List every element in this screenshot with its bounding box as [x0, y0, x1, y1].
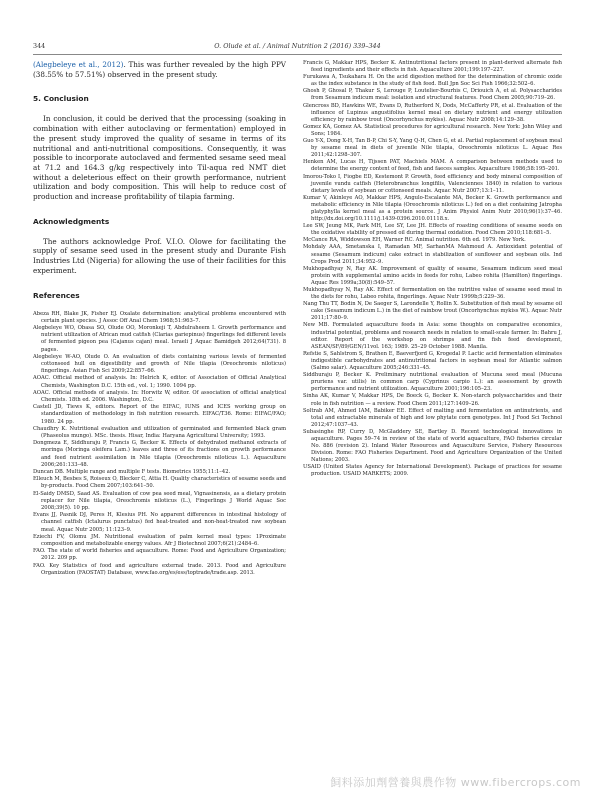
acknowledgments-heading: Acknowledgments	[33, 216, 110, 226]
references-list-right	[303, 60, 562, 479]
reference-item: USAID (United States Agency for International Development). Package of practices for sesame production. USAID MARKETS; 2009.	[303, 464, 562, 478]
reference-item: Alegbeleye W-AO, Olude O. An evaluation of diets containing various levels of fermented cottonseed hull on digestibility and growth of Nile tilapia (Oreochromis niloticus) fingerlings. Asian Fish Sci 2009;22:857–66.	[33, 353, 286, 375]
reference-item: Alegbeleye WO, Obasa SO, Olude OO, Moronkeji T, Abdulraheem I. Growth performance and nutrient utilization of African mud catfish (Clarias gariepinus) fingerlings fed different levels of fermented pigeon pea (Cajanus cajan) meal. Israeli J Aquac Bamidgeh 2012;64(731). 8 pages.	[33, 324, 286, 353]
reference-item: McCance RA, Widdowson EH, Warner RC. Animal nutrition. 6th ed. 1979. New York.	[303, 237, 526, 244]
reference-item: Henken AM, Lucas H, Tijssen PAT, Machiels MAM. A comparison between methods used to determine the energy content of feed, fish and faeces samples. Aquaculture 1986;58:195–201.	[303, 159, 562, 173]
reference-item: Guo Y-X, Dong X-H, Tan B-P, Chi S-Y, Yang Q-H, Chen G, et al. Partial replacement of soybean meal by sesame meal in diets of juvenile Nile tilapia, Oreochromis niloticus L. Aquac Res 2011;42:1298–307.	[303, 138, 562, 159]
running-head: O. Olude et al. / Animal Nutrition 2 (2016) 339–344	[214, 42, 381, 50]
reference-item: Eziechi FV, Olomu JM. Nutritional evaluation of palm kernel meal types: 1Proximate composition and metabolizable energy values. Afr J Biotechnol 2007;6(21):2484–6.	[33, 533, 286, 548]
reference-item: Abeza RH, Blake JK, Fisher EJ. Oxalate determination: analytical problems encountered with certain plant species. J Assoc Off Anal Chem 1968;51:963–7.	[33, 310, 286, 324]
reference-item: Mukhopadhyay N, Ray AK. Improvement of quality of sesame, Sesamum indicum seed meal protein with supplemental amino acids in feeds for rohu, Labeo rohita (Hamilton) fingerlings. Aquac Res 1999a;30(8):549–57.	[303, 265, 562, 286]
acknowledgments-paragraph: The authors acknowledge Prof. V.I.O. Olowe for facilitating the supply of sesame seed used in the present study and Durante Fish Industries Ltd (Nigeria) for allowing the use of their facilities for this experiment.	[33, 236, 286, 275]
reference-item: Soltrab AM, Ahmed IAM, Babiker EE. Effect of malting and fermentation on antinutrients, and total and extractable minerals of high and low phytate corn genotypes. Int J Food Sci Technol 2012;47:1037–43.	[303, 407, 562, 428]
reference-item: Ghosh P, Ghosal P, Thakur S, Lerouge P, Loutelier-Bourhis C, Driouich A, et al. Polysaccharides from Sesamum indicum meal: isolation and structural features. Food Chem 2005;90:719–26.	[303, 88, 562, 102]
reference-item: AOAC. Official method of analysis. In: Helrich K, editor. of Association of Official Analytical Chemists, Washington D.C. 15th ed., vol. 1; 1990. 1094 pp.	[33, 375, 286, 389]
reference-item: Lee SW, Jeung MK, Park MH, Lee SY, Lee JH. Effects of roasting conditions of sesame seeds on the oxidative stability of pressed oil during thermal oxidation. Food Chem 2010;118:681–5.	[303, 223, 562, 237]
reference-item: Dongmeza E, Siddhuraju P, Francis G, Becker K. Effects of dehydrated methanol extracts of moringa (Moringa oleifera Lam.) leaves and three of its fractions on growth performance and feed nutrient assimilation in Nile tilapia (Oreochromis niloticus L.). Aquaculture 2006;261:133–48.	[33, 440, 286, 468]
reference-item: Furukawa A, Tsukahara H. On the acid digestion method for the determination of chromic oxide as the index substance in the study of fish feed. Bull Jpn Soc Sci Fish 1966;32:502–6.	[303, 74, 562, 88]
reference-item: Francis G, Makkar HPS, Becker K. Antinutritional factors present in plant-derived alternate fish feed ingredients and their effects in fish. Aquaculture 2001;199:197–227.	[303, 60, 562, 74]
reference-item: Evans JJ, Pasnik DJ, Peres H, Klesius PH. No apparent differences in intestinal histology of channel catfish (Ictalurus punctatus) fed heat-treated and non-heat-treated raw soybean meal. Aquac Nutr 2005; 11:123–9.	[33, 512, 286, 533]
reference-item: El-Saidy DMSD, Saad AS. Evaluation of cow pea seed meal, Vignasinensis, as a dietary protein replacer for Nile tilapia, Oreochromis niloticus (L.), Fingerlings J World Aquac Soc 2008;39(5). 10 pp.	[33, 490, 286, 512]
reference-item: AOAC. Official methods of analysis. In: Horwitz W, editor. Of association of official analytical Chemists. 18th ed. 2006. Washington, D.C.	[33, 389, 286, 403]
reference-item: Nang Thu TT, Bodin N, De Saeger S, Larondelle Y, Rollin X. Substitution of fish meal by sesame oil cake (Sesamum indicum L.) in the diet of rainbow trout (Oncorhynchus mykiss W.). Aquac Nutr 2011;17:80–9.	[303, 301, 562, 322]
reference-item: Duncan DB. Multiple range and multiple F tests. Biometrics 1955;11:1–42.	[33, 469, 231, 476]
reference-item: Elleuch M, Besbes S, Roiseux O, Blecker C, Attia H. Quality characteristics of sesame seeds and by-products. Food Chem 2007;103:641–50.	[33, 476, 286, 490]
watermark-text: 飼料添加劑營養與農作物 www.fibercrops.com	[330, 776, 581, 789]
reference-item: Sinha AK, Kumar V, Makkar HPS, De Boeck G, Becker K. Non-starch polysaccharides and their role in fish nutrition — a review. Food Chem 2011;127:1409–26.	[303, 393, 562, 407]
conclusion-heading: 5. Conclusion	[33, 94, 89, 104]
citation-link[interactable]: (Alegbeleye et al., 2012)	[33, 60, 124, 69]
reference-item: Siddhuraju P, Becker K. Preliminary nutritional evaluation of Mucuna seed meal (Mucuna pruriens var. utilis) in common carp (Cyprinus carpio L.): an assessment by growth performance and nutrient utilization. Aquaculture 2001;196:105–23.	[303, 372, 562, 393]
reference-item: Imorou-Toko I, Fiogbe ED, Kestemont P. Growth, feed efficiency and body mineral composition of juvenile vundu catfish (Heterobranchus longifilis, Valenciennes 1840) in relation to various dietary levels of soybean or cottonseed meals. Aquac Nutr 2007;13:1–11.	[303, 173, 562, 194]
references-list-left	[33, 311, 286, 578]
left-column	[33, 60, 286, 577]
reference-item: Subasinghe RP, Curry D, McGladdery SE, Bartley D. Recent technological innovations in aquaculture. Pages 59–74 in review of the state of world aquaculture, FAO fisheries circular No. 886 (revision 2). Inland Water Resources and Aquaculture Service, Fishery Resources Division. Rome: FAO Fisheries Department. Food and Agriculture Organization of the United Nations; 2003.	[303, 428, 562, 464]
page-number: 344	[33, 42, 46, 50]
reference-item: Kumar V, Akinleye AO, Makkar HPS, Angulo-Escalante MA, Becker K. Growth performance and metabolic efficiency in Nile tilapia (Oreochromis niloticus L.) fed on a diet containing Jatropha platyphylla kernel meal as a protein source. J Anim Physiol Anim Nutr 2010;96(1):37–46. http://dx.doi.org/10.1111/j.1439-0396.2010.01118.x.	[303, 194, 562, 223]
references-heading: References	[33, 290, 80, 300]
reference-item: FAO. Key Statistics of food and agriculture external trade. 2013. Food and Agriculture Organization (FAOSTAT) Database, www.fao.org/es/ess/toptrade/trade.asp. 2013.	[33, 562, 286, 576]
reference-item: Mukhopadhyay N, Ray AK. Effect of fermentation on the nutritive value of sesame seed meal in the diets for rohu, Labeo rohita, fingerlings. Aquac Nutr 1999b;5:229–36.	[303, 287, 562, 301]
reference-item: FAO. The state of world fisheries and aquaculture. Rome: Food and Agriculture Organization; 2012. 209 pp.	[33, 548, 286, 562]
conclusion-paragraph: In conclusion, it could be derived that the processing (soaking in combination with either autoclaving or fermentation) employed in the present study improved the quality of sesame in terms of its nutritional and anti-nutritional compositions. Consequently, it was possible to incorporate autoclaved and fermented sesame seed meal at 71.2 and 164.3 g/kg respectively into Til-aqua red NMT diet without a deleterious effect on their growth performance, nutrient utilization and body composition. This will help to reduce cost of production and increase profitability of tilapia farming.	[33, 114, 286, 202]
reference-item: New MB. Formulated aquaculture feeds in Asia: some thoughts on comparative economics, industrial potential, problems and research needs in relation to small-scale farmer. In: Bahru J, editor. Report of the workshop on shrimps and fin fish feed development, ASEAN/SF/89/GEN/11vol. 163; 1989. 25–29 October 1988. Manila.	[303, 322, 562, 350]
right-column	[303, 60, 562, 479]
running-header	[33, 42, 562, 54]
header-rule	[33, 54, 562, 55]
reference-item: Chaudhry K. Nutritional evaluation and utilization of germinated and fermented black gram (Phaseolus mungo). MSc. thesis. Hisar, India: Haryana Agricultural University; 1993.	[33, 425, 286, 439]
reference-item: Glencross BD, Hawkins WE, Evans D, Rutherford N, Dods, McCafferty PR, et al. Evaluation of the influence of Lupinus angustifolius kernel meal on dietary nutrient and energy utilization efficiency by rainbow trout (Oncorhynchus mykiss). Aquac Nutr 2008;14:129–38.	[303, 102, 562, 123]
reference-item: Castell JD, Tiews K, editors. Report of the EIFAC, IUNS and ICES working group on standardization of methodology in fish nutrition research. EIFAC/T36. Rome: EIFAC/FAO; 1980. 24 pp.	[33, 404, 286, 425]
reference-item: Gomez KA, Gomez AA. Statistical procedures for agricultural research. New York: John Wiley and Sons; 1984.	[303, 123, 562, 137]
reference-item: Refstie S, Sahlstrom S, Brathen E, Baeverfjord G, Krogedal P. Lactic acid fermentation eliminates indigestible carbohydrates and antinutritional factors in soybean meal for Atlantic salmon (Salmo salar). Aquaculture 2005;246:331–45.	[303, 350, 562, 372]
reference-item: Mohdaly AAA, Smetanska I, Ramadan MF, SarhanMA Mahmoud A. Antioxidant potential of sesame (Sesamum indicum) cake extract in stabilization of sunflower and soybean oils. Ind Crops Prod 2011;34:952–9.	[303, 244, 562, 265]
intro-paragraph: (Alegbeleye et al., 2012). This was further revealed by the high PPV (38.55% to 57.51%) observed in the present study.	[33, 60, 286, 79]
